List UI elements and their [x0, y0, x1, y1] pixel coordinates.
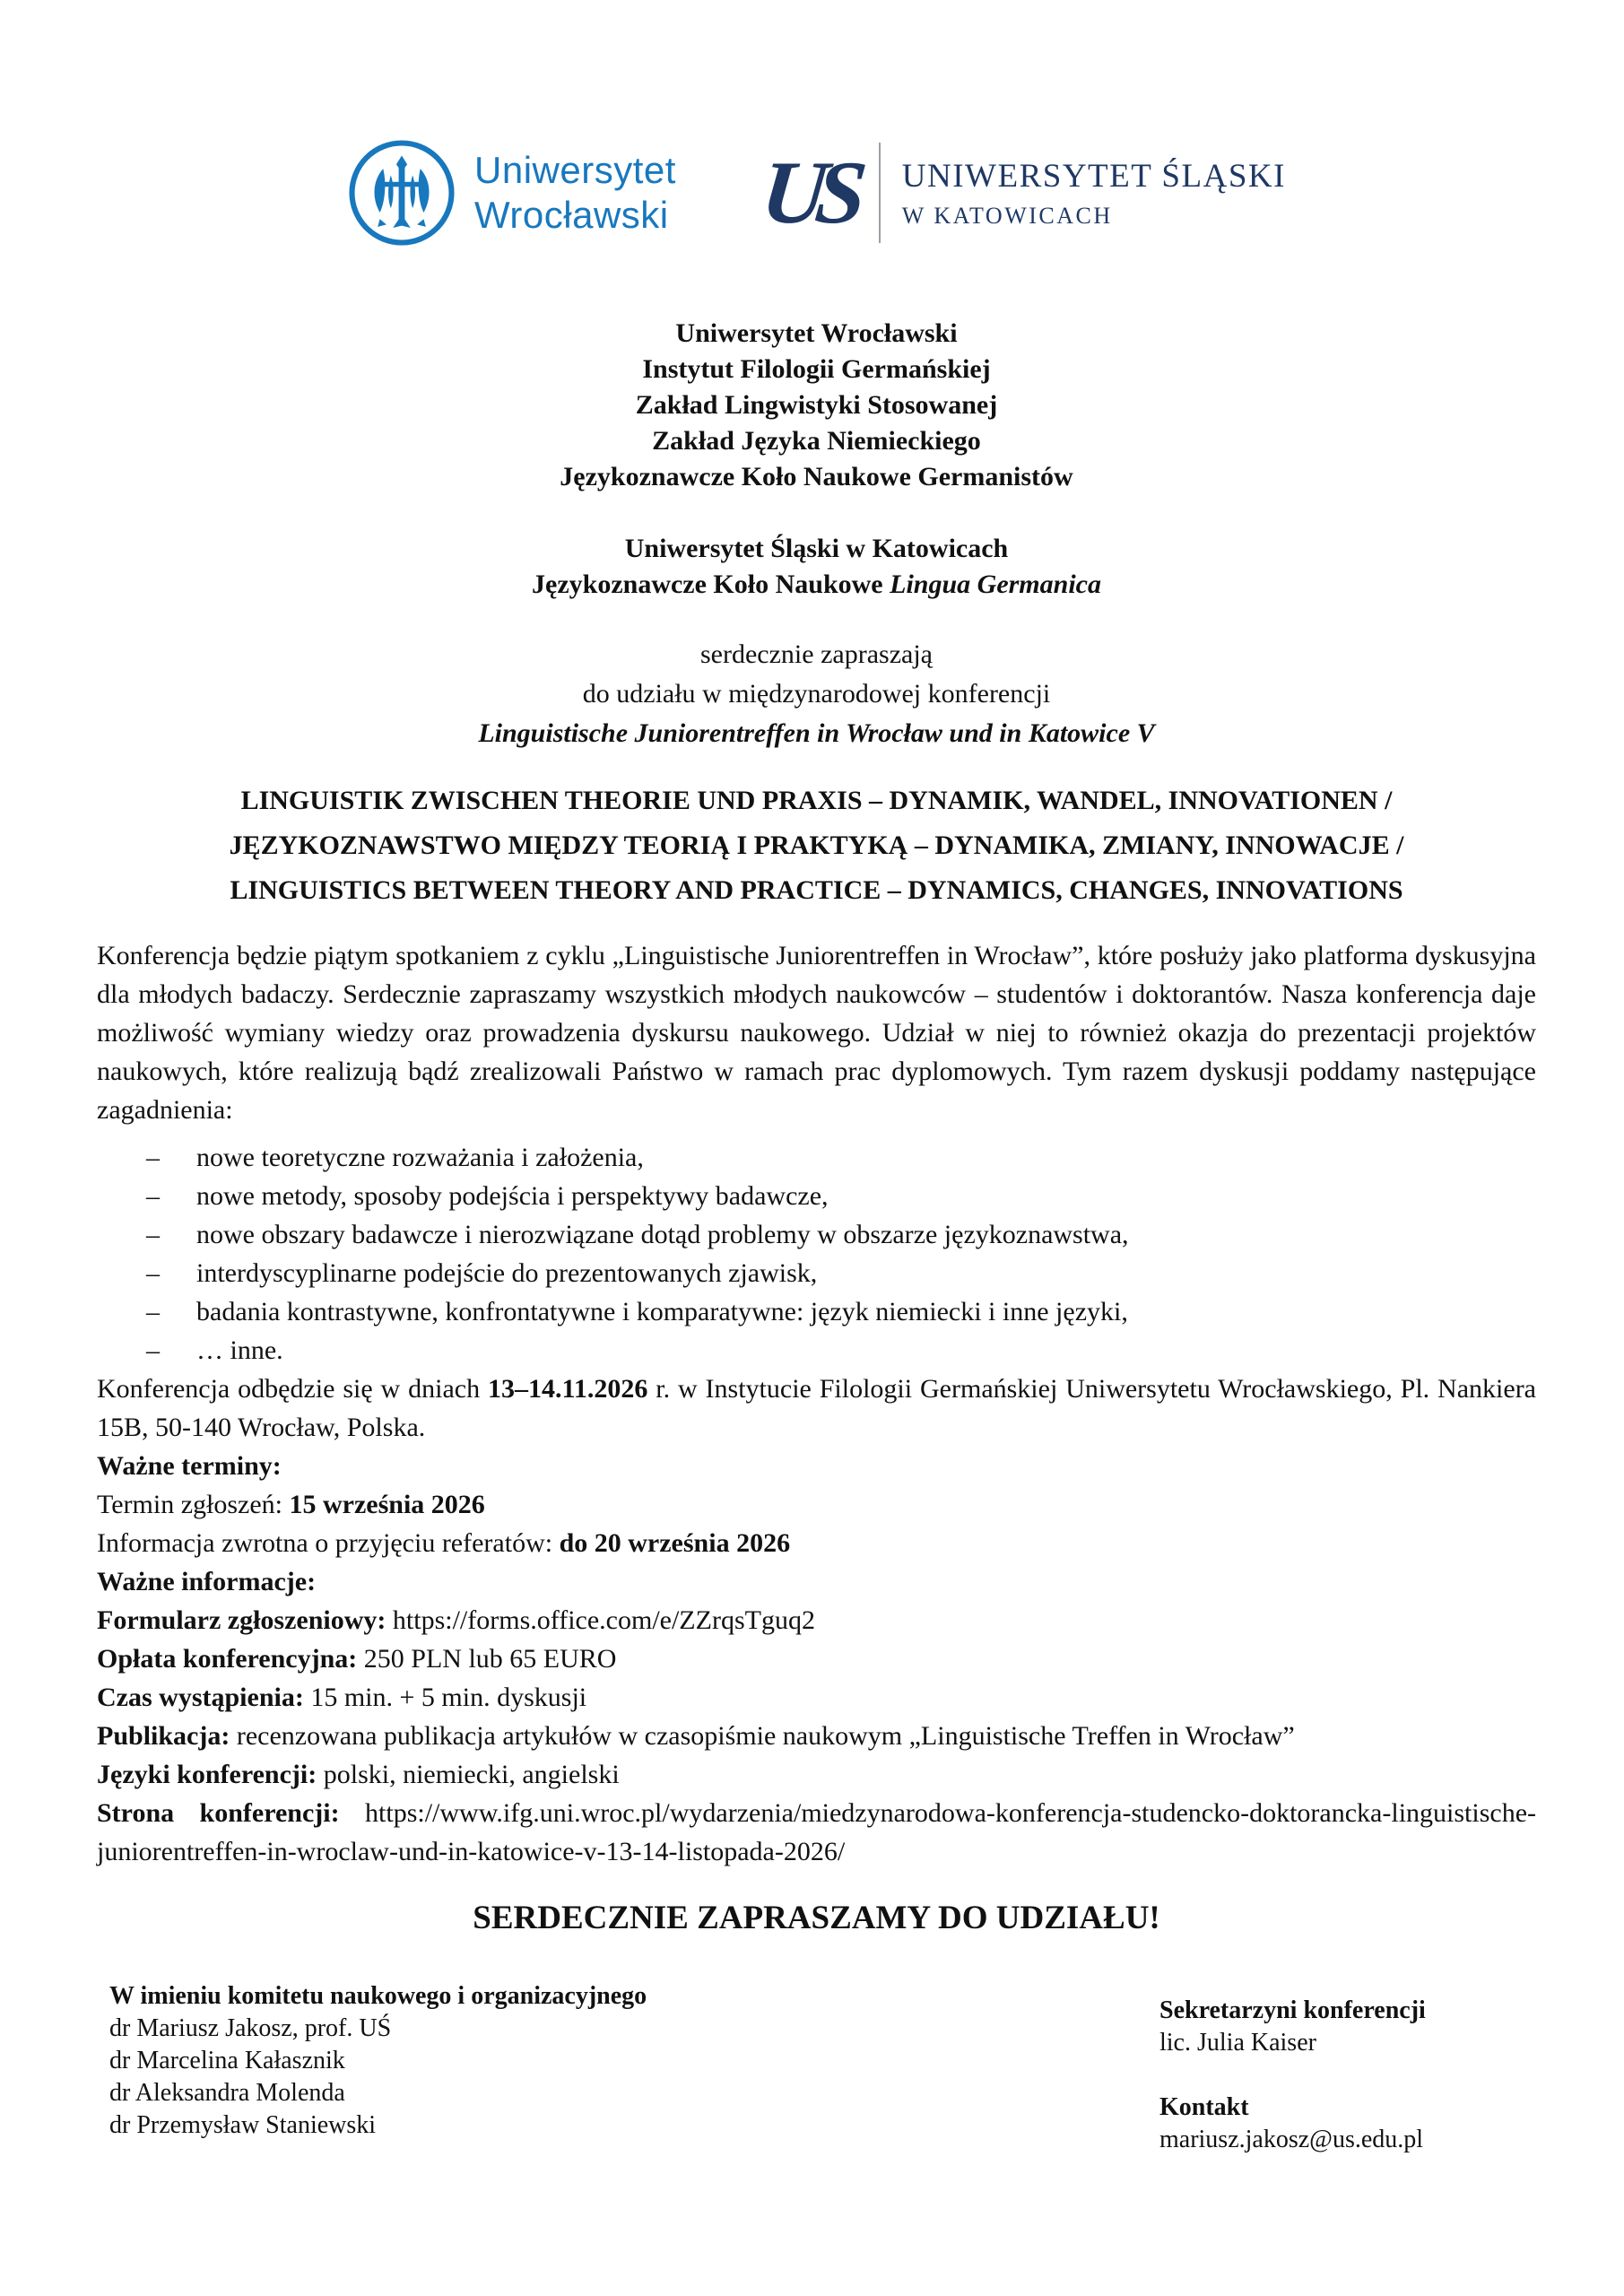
uwr-logo	[347, 138, 676, 248]
uwr-wordmark	[474, 148, 676, 238]
dash-bullet: –	[146, 1297, 160, 1326]
committee-member: dr Mariusz Jakosz, prof. UŚ	[109, 2014, 392, 2042]
topic-text: nowe obszary badawcze i nierozwiązane dotąd problemy w obszarze językoznawstwa,	[196, 1220, 1129, 1249]
conference-title-pl: JĘZYKOZNAWSTWO MIĘDZY TEORIĄ I PRAKTYKĄ – DYNAMIKA, ZMIANY, INNOWACJE /	[229, 831, 1404, 860]
secretary-spacer	[1159, 2059, 1536, 2092]
invitation-block	[97, 635, 1536, 753]
organizer-line: Uniwersytet Wrocławski	[675, 318, 958, 348]
topic-item	[97, 1138, 1536, 1177]
contact-email: mariusz.jakosz@us.edu.pl	[1159, 2126, 1424, 2153]
closing-invitation-heading: SERDECZNIE ZAPRASZAMY DO UDZIAŁU!	[473, 1900, 1160, 1936]
topic-item	[97, 1215, 1536, 1254]
detail-line-submission-deadline: Termin zgłoszeń: 15 września 2026	[97, 1490, 485, 1519]
us-wordmark-secondary: W KATOWICACH	[901, 202, 1113, 229]
organizer-line-lingua-germanica: Językoznawcze Koło Naukowe Lingua Germanica	[532, 570, 1101, 599]
us-wordmark-primary: UNIWERSYTET ŚLĄSKI	[901, 157, 1286, 195]
topic-item	[97, 1292, 1536, 1331]
organizers-block	[97, 316, 1536, 603]
dash-bullet: –	[146, 1258, 160, 1288]
logos-row	[97, 126, 1536, 260]
organizer-line: Zakład Języka Niemieckiego	[652, 426, 981, 456]
contact-heading: Kontakt	[1159, 2093, 1249, 2121]
dash-bullet: –	[146, 1335, 160, 1365]
uwr-eagle-crest-icon	[347, 138, 456, 248]
uwr-wordmark-line1: Uniwersytet	[474, 149, 676, 191]
organizer-line: Uniwersytet Śląski w Katowicach	[624, 534, 1009, 563]
secretary-block	[1159, 1995, 1536, 2156]
us-wordmark	[881, 157, 1286, 230]
organizer-line: Instytut Filologii Germańskiej	[642, 354, 991, 384]
secretary-heading: Sekretarzyni konferencji	[1159, 1996, 1426, 2024]
detail-line-dates-venue: Konferencja odbędzie się w dniach 13–14.11.2026 r. w Instytucie Filologii Germańskiej Uniwersytetu Wrocławskiego, Pl. Nankiera 15B, 50-140 Wrocław, Polska.	[97, 1374, 1536, 1442]
invitation-line1: serdecznie zapraszają	[700, 639, 933, 669]
detail-line-languages: Języki konferencji: polski, niemiecki, angielski	[97, 1760, 620, 1789]
organizer-line: Zakład Lingwistyki Stosowanej	[635, 390, 998, 420]
topics-list	[97, 1138, 1536, 1370]
topic-item	[97, 1177, 1536, 1215]
committee-block	[97, 1980, 647, 2156]
topic-item	[97, 1331, 1536, 1370]
detail-line-talk-duration: Czas wystąpienia: 15 min. + 5 min. dyskusji	[97, 1683, 587, 1712]
committee-member: dr Przemysław Staniewski	[109, 2111, 377, 2139]
topic-text: nowe teoretyczne rozważania i założenia,	[196, 1143, 644, 1172]
detail-line-conference-fee: Opłata konferencyjna: 250 PLN lub 65 EURO	[97, 1644, 617, 1674]
topic-text: … inne.	[196, 1335, 283, 1365]
topic-text: nowe metody, sposoby podejścia i perspektywy badawcze,	[196, 1181, 829, 1211]
dash-bullet: –	[146, 1143, 160, 1172]
uwr-wordmark-line2: Wrocławski	[474, 194, 669, 236]
secretary-name: lic. Julia Kaiser	[1159, 2029, 1316, 2057]
conference-title-en: LINGUISTICS BETWEEN THEORY AND PRACTICE – DYNAMICS, CHANGES, INNOVATIONS	[230, 875, 1403, 905]
detail-line-website: Strona konferencji: https://www.ifg.uni.wroc.pl/wydarzenia/miedzynarodowa-konferencja-studencko-doktorancka-linguistische-juniorentreffen-in-wroclaw-und-in-katowice-v-13-14-listopada-2026/	[97, 1798, 1536, 1866]
detail-heading-deadlines: Ważne terminy:	[97, 1451, 282, 1481]
conference-series-name: Linguistische Juniorentreffen in Wrocław und in Katowice V	[478, 718, 1155, 748]
committee-heading: W imieniu komitetu naukowego i organizacyjnego	[109, 1982, 647, 2010]
detail-heading-information: Ważne informacje:	[97, 1567, 317, 1596]
conference-title-de: LINGUISTIK ZWISCHEN THEORIE UND PRAXIS – DYNAMIK, WANDEL, INNOVATIONEN /	[240, 786, 1393, 815]
intro-paragraph: Konferencja będzie piątym spotkaniem z cyklu „Linguistische Juniorentreffen in Wrocław”, które posłuży jako platforma dyskusyjna dla młodych badaczy. Serdecznie zapraszamy wszystkich młodych naukowców – studentów i doktorantów. Nasza konferencja daje możliwość wymiany wiedzy oraz prowadzenia dyskursu naukowego. Udział w niej to również okazja do prezentacji projektów naukowych, które realizują bądź zrealizowali Państwo w ramach prac dyplomowych. Tym razem dyskusji poddamy następujące zagadnienia:	[97, 941, 1536, 1125]
conference-title	[97, 778, 1536, 913]
organizer-spacer	[97, 495, 1536, 531]
organizer-line: Językoznawcze Koło Naukowe Germanistów	[560, 462, 1073, 491]
topic-text: interdyscyplinarne podejście do prezentowanych zjawisk,	[196, 1258, 818, 1288]
us-logo	[757, 143, 1286, 243]
detail-line-registration-form: Formularz zgłoszeniowy: https://forms.office.com/e/ZZrqsTguq2	[97, 1605, 815, 1635]
detail-line-acceptance-date: Informacja zwrotna o przyjęciu referatów: do 20 września 2026	[97, 1528, 791, 1558]
invitation-line2: do udziału w międzynarodowej konferencji	[582, 679, 1051, 709]
dash-bullet: –	[146, 1181, 160, 1211]
committee-member: dr Marcelina Kałasznik	[109, 2047, 345, 2074]
us-logo-mark-icon: US	[757, 143, 861, 242]
details-block	[97, 1370, 1536, 1871]
topic-text: badania kontrastywne, konfrontatywne i komparatywne: język niemiecki i inne języki,	[196, 1297, 1128, 1326]
dash-bullet: –	[146, 1220, 160, 1249]
committee-member: dr Aleksandra Molenda	[109, 2079, 345, 2107]
topic-item	[97, 1254, 1536, 1292]
detail-line-publication: Publikacja: recenzowana publikacja artykułów w czasopiśmie naukowym „Linguistische Treffen in Wrocław”	[97, 1721, 1295, 1751]
footer	[97, 1980, 1536, 2156]
